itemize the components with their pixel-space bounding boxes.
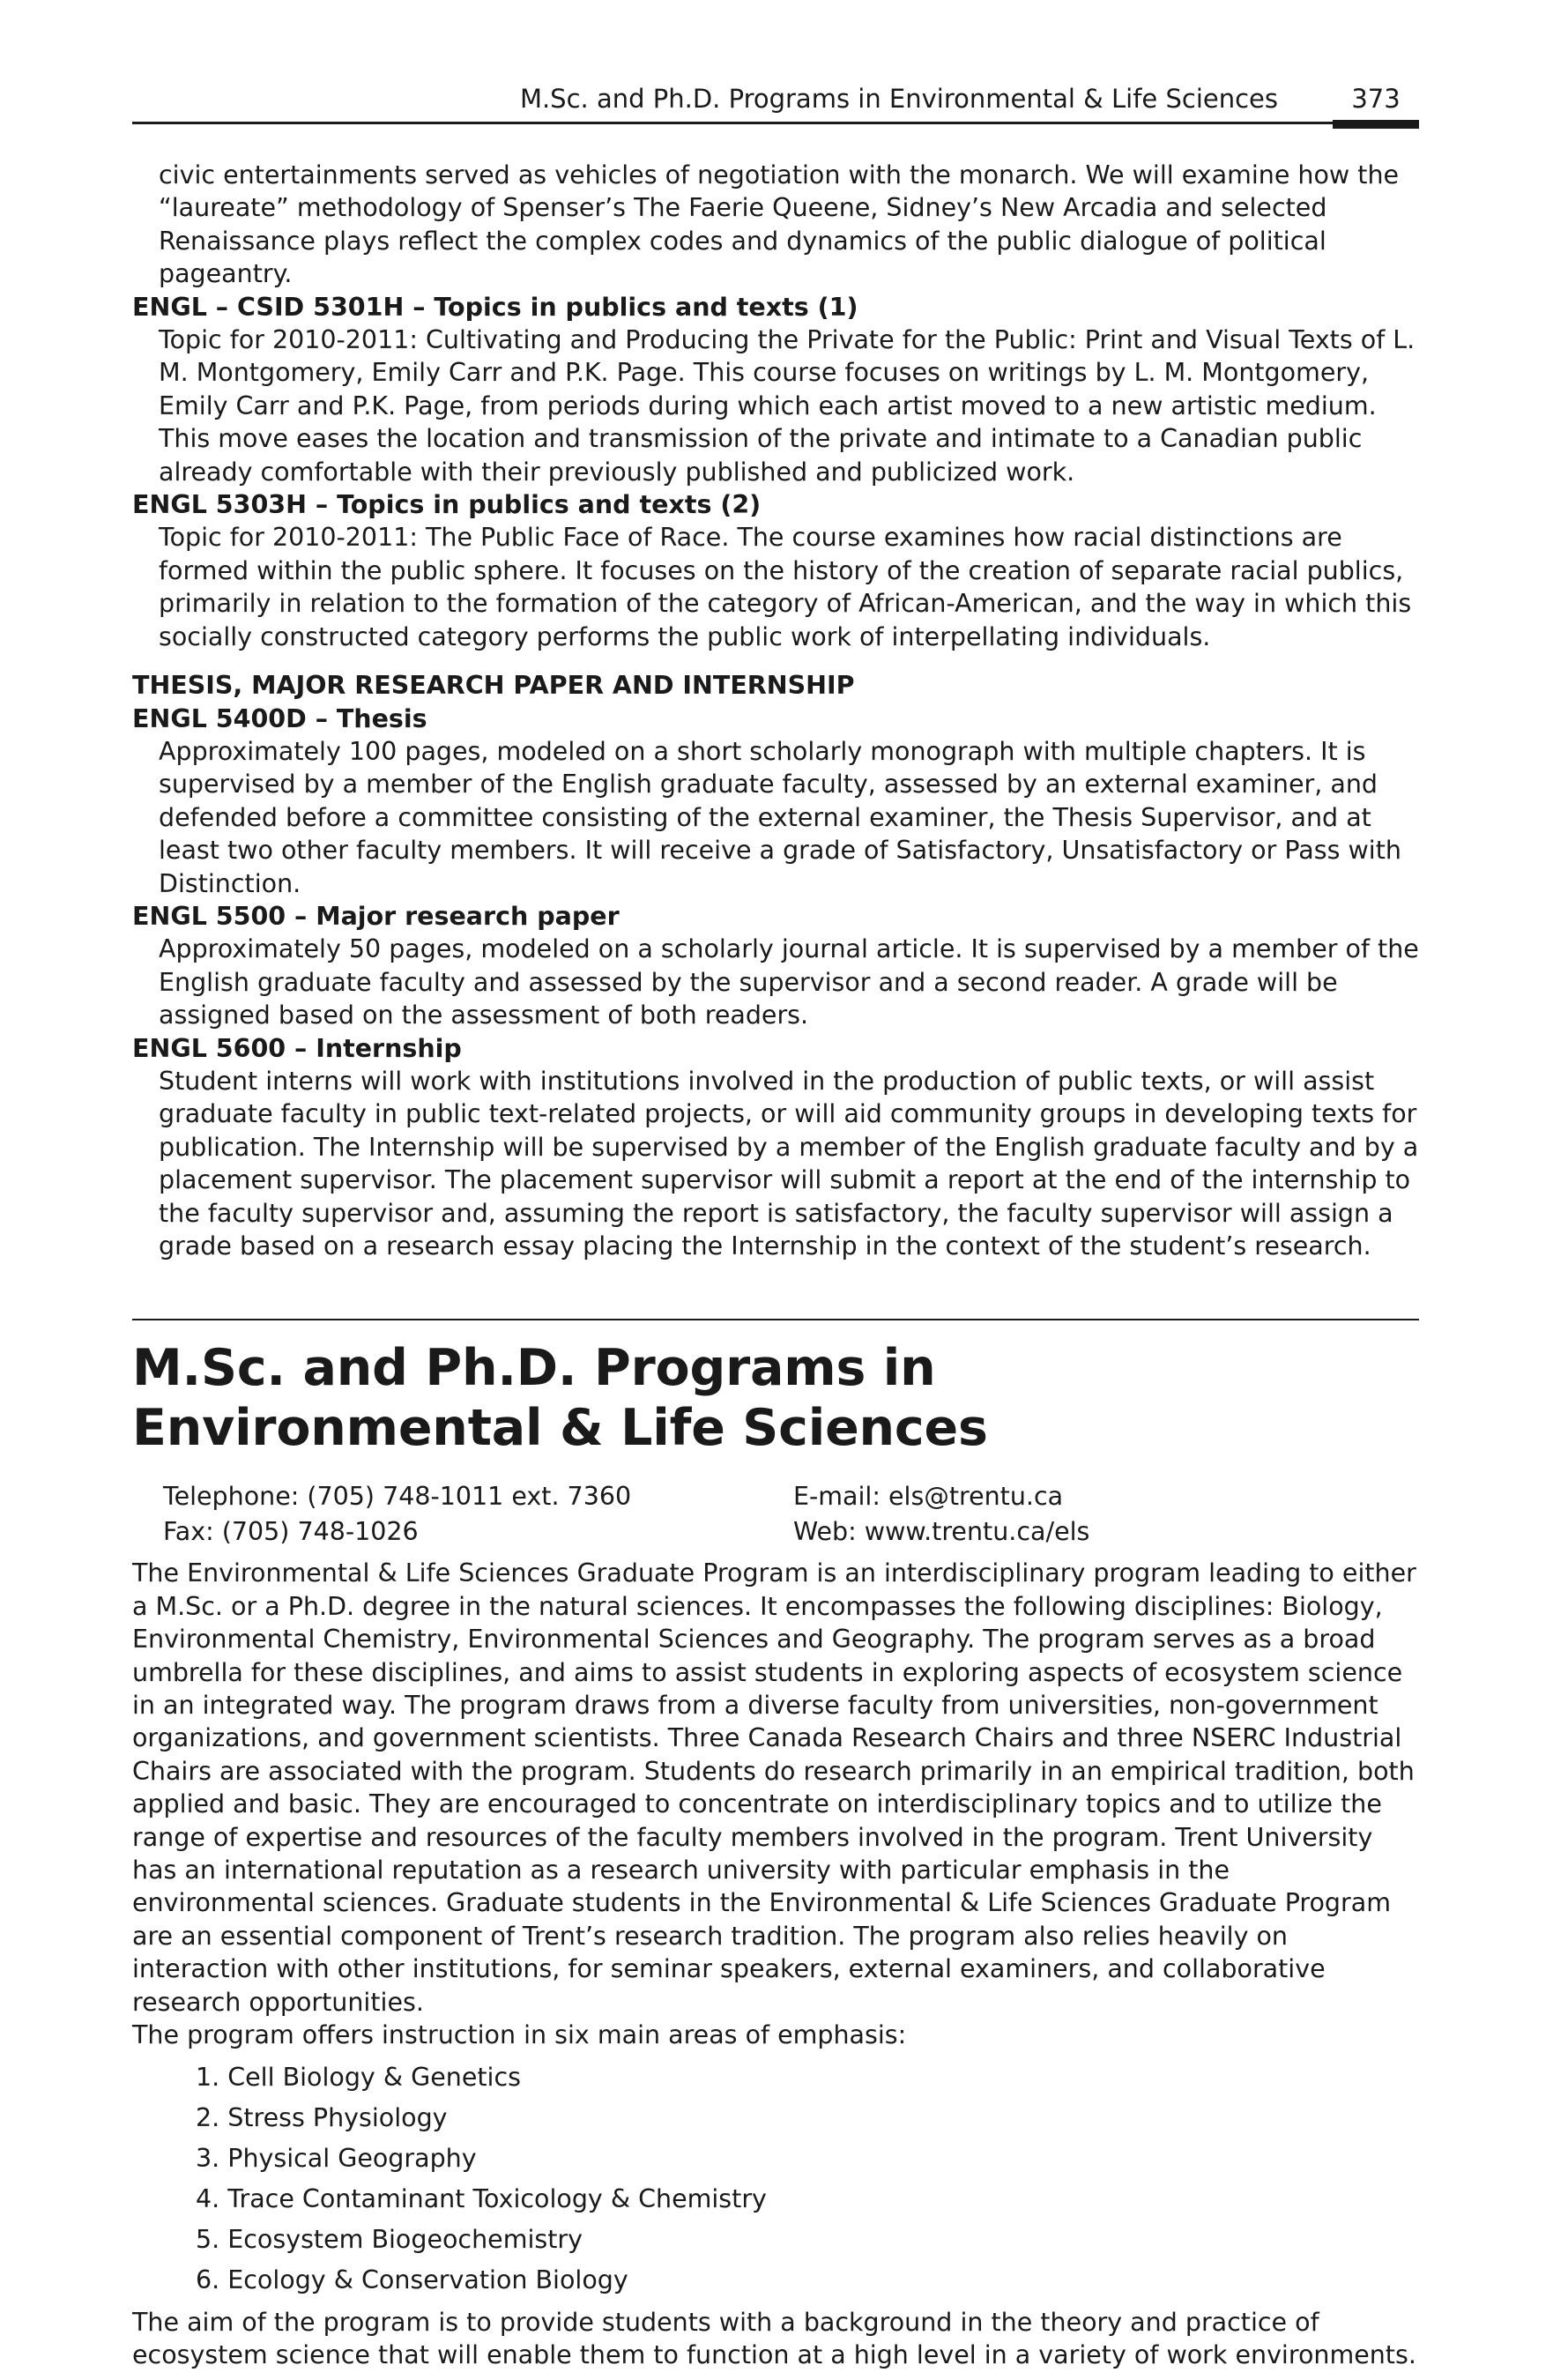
thesis-section-heading: THESIS, MAJOR RESEARCH PAPER AND INTERNSHIP bbox=[132, 671, 855, 701]
course-description-5303h: Topic for 2010-2011: The Public Face of Race. The course examines how racial distinctions are formed within the public sphere. It focuses on the history of the creation of separate racial publics, primarily in relation to the formation of the category of African-American, and the way in which this socially constructed category performs the public work of interpellating individuals. bbox=[159, 523, 1412, 651]
course-description-5600: Student interns will work with institutions involved in the production of public texts, or will assist graduate faculty in public text-related projects, or will aid community groups in developing texts for publication. The Internship will be supervised by a member of the English graduate faculty and by a placement supervisor. The placement supervisor will submit a report at the end of the internship to the faculty supervisor and, assuming the report is satisfactory, the faculty supervisor will assign a grade based on a research essay placing the Internship in the context of the student’s research. bbox=[159, 1066, 1419, 1261]
course-heading-5303h: ENGL 5303H – Topics in publics and texts (2) bbox=[132, 490, 762, 520]
list-item: 3. Physical Geography bbox=[196, 2143, 477, 2173]
contact-right-column bbox=[793, 1479, 1089, 1550]
areas-intro: The program offers instruction in six main areas of emphasis: bbox=[132, 2020, 907, 2050]
page-content bbox=[132, 159, 1419, 2371]
program-title bbox=[132, 1338, 1419, 1458]
section-divider bbox=[132, 1319, 1419, 1320]
course-heading-5500: ENGL 5500 – Major research paper bbox=[132, 901, 620, 931]
contact-left-column bbox=[163, 1479, 631, 1550]
course-description-5301h: Topic for 2010-2011: Cultivating and Producing the Private for the Public: Print and Visual Texts of L. M. Montgomery, Emily Carr and P.K. Page. This course focuses on writings by L. M. Montgomery, Emily Carr and P.K. Page, from periods during which each artist moved to a new artistic medium. This move eases the location and transmission of the private and intimate to a Canadian public already comfortable with their previously published and publicized work. bbox=[159, 325, 1416, 487]
document-page bbox=[132, 0, 1419, 2380]
list-item: 2. Stress Physiology bbox=[196, 2102, 448, 2132]
list-item: 5. Ecosystem Biogeochemistry bbox=[196, 2224, 583, 2254]
program-title-line-2: Environmental & Life Sciences bbox=[132, 1399, 988, 1458]
header-rule bbox=[132, 122, 1419, 124]
website[interactable]: Web: www.trentu.ca/els bbox=[793, 1517, 1090, 1547]
running-title: M.Sc. and Ph.D. Programs in Environmental & Life Sciences bbox=[519, 84, 1278, 114]
running-header bbox=[132, 78, 1419, 132]
emphasis-areas-list bbox=[132, 2057, 1419, 2301]
continuation-paragraph: civic entertainments served as vehicles of negotiation with the monarch. We will examine how the “laureate” methodology of Spenser’s The Faerie Queene, Sidney’s New Arcadia and selected Renaissance plays reflect the complex codes and dynamics of the public dialogue of political pageantry. bbox=[159, 160, 1400, 289]
course-heading-5301h: ENGL – CSID 5301H – Topics in publics and texts (1) bbox=[132, 292, 858, 322]
program-title-line-1: M.Sc. and Ph.D. Programs in bbox=[132, 1339, 936, 1398]
list-item: 4. Trace Contaminant Toxicology & Chemistry bbox=[196, 2183, 767, 2213]
course-heading-5600: ENGL 5600 – Internship bbox=[132, 1033, 462, 1063]
page-number: 373 bbox=[1351, 84, 1401, 114]
program-aim: The aim of the program is to provide students with a background in the theory and practice of ecosystem science that will enable them to function at a high level in a variety of work environments. bbox=[132, 2307, 1416, 2369]
fax: Fax: (705) 748-1026 bbox=[163, 1517, 419, 1547]
list-item: 6. Ecology & Conservation Biology bbox=[196, 2265, 628, 2294]
course-heading-5400d: ENGL 5400D – Thesis bbox=[132, 703, 427, 733]
page-tab-marker bbox=[1333, 120, 1419, 129]
course-description-5400d: Approximately 100 pages, modeled on a short scholarly monograph with multiple chapters. It is supervised by a member of the English graduate faculty, assessed by an external examiner, and defended before a committee consisting of the external examiner, the Thesis Supervisor, and at least two other faculty members. It will receive a grade of Satisfactory, Unsatisfactory or Pass with Distinction. bbox=[159, 736, 1401, 898]
contact-block bbox=[132, 1479, 1419, 1550]
course-description-5500: Approximately 50 pages, modeled on a scholarly journal article. It is supervised by a member of the English graduate faculty and assessed by the supervisor and a second reader. A grade will be assigned based on the assessment of both readers. bbox=[159, 934, 1419, 1030]
email[interactable]: E-mail: els@trentu.ca bbox=[793, 1482, 1064, 1512]
program-intro: The Environmental & Life Sciences Graduate Program is an interdisciplinary program leading to either a M.Sc. or a Ph.D. degree in the natural sciences. It encompasses the following disciplines: Biology, Environmental Chemistry, Environmental Sciences and Geography. The program serves as a broad umbrella for these disciplines, and aims to assist students in exploring aspects of ecosystem science in an integrated way. The program draws from a diverse faculty from universities, non-government organizations, and government scientists. Three Canada Research Chairs and three NSERC Industrial Chairs are associated with the program. Students do research primarily in an empirical tradition, both applied and basic. They are encouraged to concentrate on interdisciplinary topics and to utilize the range of expertise and resources of the faculty members involved in the program. Trent University has an international reputation as a research university with particular emphasis in the environmental sciences. Graduate students in the Environmental & Life Sciences Graduate Program are an essential component of Trent’s research tradition. The program also relies heavily on interaction with other institutions, for seminar speakers, external examiners, and collaborative research opportunities. bbox=[132, 1558, 1416, 2017]
list-item: 1. Cell Biology & Genetics bbox=[196, 2062, 521, 2092]
telephone: Telephone: (705) 748-1011 ext. 7360 bbox=[163, 1482, 632, 1512]
